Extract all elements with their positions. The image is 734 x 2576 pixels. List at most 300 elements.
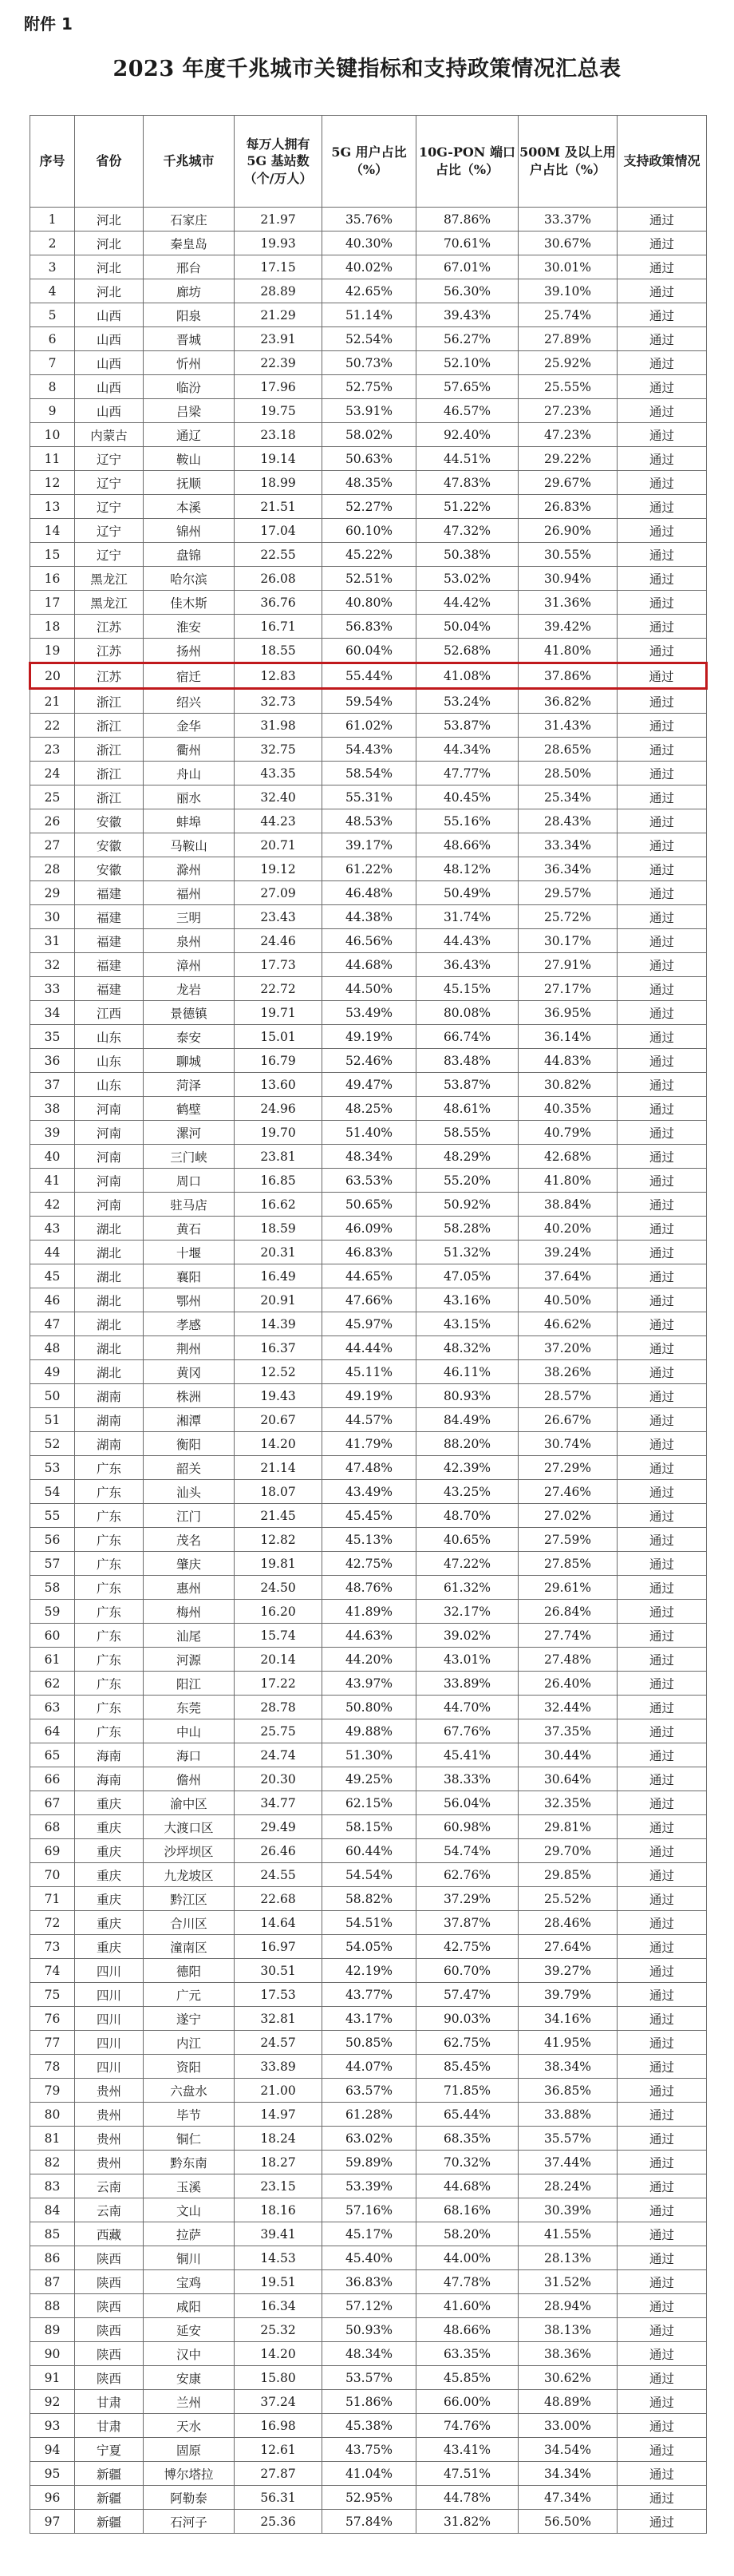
row-policy: 通过	[618, 2486, 707, 2510]
row-index: 94	[30, 2438, 75, 2462]
row-policy: 通过	[618, 1959, 707, 1983]
row-policy: 通过	[618, 2366, 707, 2390]
row-index: 68	[30, 1815, 75, 1839]
row-city: 六盘水	[144, 2079, 235, 2103]
row-city: 毕节	[144, 2103, 235, 2127]
row-province: 安徽	[75, 833, 144, 857]
row-province: 河北	[75, 255, 144, 279]
table-row	[30, 881, 707, 905]
row-500m-share: 29.85%	[519, 1863, 618, 1887]
table-row	[30, 1911, 707, 1935]
row-5g-stations: 14.53	[235, 2246, 322, 2270]
row-city: 河源	[144, 1648, 235, 1672]
row-10gpon-share: 41.08%	[416, 663, 519, 689]
row-5g-user-share: 54.05%	[322, 1935, 416, 1959]
row-5g-user-share: 43.77%	[322, 1983, 416, 2007]
row-500m-share: 27.64%	[519, 1935, 618, 1959]
row-province: 云南	[75, 2198, 144, 2222]
row-index: 82	[30, 2151, 75, 2174]
row-province: 新疆	[75, 2486, 144, 2510]
row-500m-share: 34.16%	[519, 2007, 618, 2031]
row-5g-user-share: 61.02%	[322, 714, 416, 738]
row-10gpon-share: 36.43%	[416, 953, 519, 977]
row-policy: 通过	[618, 1911, 707, 1935]
row-500m-share: 36.34%	[519, 857, 618, 881]
row-500m-share: 38.84%	[519, 1193, 618, 1217]
row-policy: 通过	[618, 1528, 707, 1552]
row-index: 8	[30, 375, 75, 399]
row-500m-share: 30.67%	[519, 231, 618, 255]
row-5g-user-share: 47.48%	[322, 1456, 416, 1480]
row-5g-stations: 25.36	[235, 2510, 322, 2534]
row-index: 53	[30, 1456, 75, 1480]
row-10gpon-share: 40.65%	[416, 1528, 519, 1552]
row-city: 江门	[144, 1504, 235, 1528]
row-province: 广东	[75, 1504, 144, 1528]
row-5g-stations: 14.64	[235, 1911, 322, 1935]
row-5g-stations: 24.57	[235, 2031, 322, 2055]
row-index: 64	[30, 1719, 75, 1743]
row-10gpon-share: 66.74%	[416, 1025, 519, 1049]
row-index: 92	[30, 2390, 75, 2414]
row-province: 黑龙江	[75, 591, 144, 615]
row-index: 17	[30, 591, 75, 615]
row-province: 四川	[75, 1959, 144, 1983]
row-5g-user-share: 53.91%	[322, 399, 416, 423]
row-500m-share: 37.20%	[519, 1336, 618, 1360]
row-policy: 通过	[618, 495, 707, 519]
row-index: 54	[30, 1480, 75, 1504]
row-10gpon-share: 38.33%	[416, 1767, 519, 1791]
row-index: 45	[30, 1264, 75, 1288]
table-row	[30, 1959, 707, 1983]
row-province: 重庆	[75, 1911, 144, 1935]
row-10gpon-share: 56.30%	[416, 279, 519, 303]
row-province: 陕西	[75, 2294, 144, 2318]
row-policy: 通过	[618, 2222, 707, 2246]
row-5g-stations: 24.46	[235, 929, 322, 953]
row-city: 儋州	[144, 1767, 235, 1791]
table-row	[30, 1217, 707, 1241]
table-row	[30, 833, 707, 857]
row-policy: 通过	[618, 375, 707, 399]
table-row-highlighted	[30, 663, 707, 689]
row-policy: 通过	[618, 1456, 707, 1480]
row-500m-share: 30.55%	[519, 543, 618, 567]
row-policy: 通过	[618, 279, 707, 303]
table-row	[30, 1504, 707, 1528]
row-index: 72	[30, 1911, 75, 1935]
row-5g-stations: 12.52	[235, 1360, 322, 1384]
row-policy: 通过	[618, 327, 707, 351]
row-5g-stations: 28.78	[235, 1696, 322, 1719]
row-province: 湖北	[75, 1360, 144, 1384]
table-row	[30, 1121, 707, 1145]
row-city: 资阳	[144, 2055, 235, 2079]
row-index: 24	[30, 762, 75, 785]
row-500m-share: 36.95%	[519, 1001, 618, 1025]
row-policy: 通过	[618, 2055, 707, 2079]
row-10gpon-share: 46.57%	[416, 399, 519, 423]
row-city: 廊坊	[144, 279, 235, 303]
row-500m-share: 37.35%	[519, 1719, 618, 1743]
table-row	[30, 1719, 707, 1743]
row-index: 27	[30, 833, 75, 857]
row-10gpon-share: 45.41%	[416, 1743, 519, 1767]
row-5g-user-share: 45.97%	[322, 1312, 416, 1336]
row-province: 山东	[75, 1073, 144, 1097]
row-5g-stations: 17.53	[235, 1983, 322, 2007]
row-index: 34	[30, 1001, 75, 1025]
row-5g-user-share: 42.65%	[322, 279, 416, 303]
row-5g-stations: 23.15	[235, 2174, 322, 2198]
row-10gpon-share: 43.41%	[416, 2438, 519, 2462]
row-500m-share: 38.36%	[519, 2342, 618, 2366]
row-500m-share: 30.17%	[519, 929, 618, 953]
row-5g-user-share: 49.19%	[322, 1384, 416, 1408]
row-500m-share: 42.68%	[519, 1145, 618, 1169]
table-row	[30, 977, 707, 1001]
row-10gpon-share: 37.87%	[416, 1911, 519, 1935]
row-province: 江苏	[75, 615, 144, 639]
row-500m-share: 25.34%	[519, 785, 618, 809]
row-policy: 通过	[618, 543, 707, 567]
table-row	[30, 375, 707, 399]
table-row	[30, 519, 707, 543]
row-policy: 通过	[618, 785, 707, 809]
row-10gpon-share: 55.16%	[416, 809, 519, 833]
row-500m-share: 30.62%	[519, 2366, 618, 2390]
row-city: 锦州	[144, 519, 235, 543]
row-index: 65	[30, 1743, 75, 1767]
row-city: 鄂州	[144, 1288, 235, 1312]
row-500m-share: 29.81%	[519, 1815, 618, 1839]
row-5g-stations: 24.50	[235, 1576, 322, 1600]
row-5g-user-share: 46.83%	[322, 1241, 416, 1264]
row-index: 91	[30, 2366, 75, 2390]
row-policy: 通过	[618, 1264, 707, 1288]
row-policy: 通过	[618, 2151, 707, 2174]
row-province: 贵州	[75, 2127, 144, 2151]
row-500m-share: 32.35%	[519, 1791, 618, 1815]
row-10gpon-share: 44.00%	[416, 2246, 519, 2270]
table-row	[30, 2031, 707, 2055]
row-5g-user-share: 51.30%	[322, 1743, 416, 1767]
row-5g-user-share: 49.47%	[322, 1073, 416, 1097]
row-province: 江西	[75, 1001, 144, 1025]
table-row	[30, 1576, 707, 1600]
row-5g-stations: 24.74	[235, 1743, 322, 1767]
row-province: 山东	[75, 1049, 144, 1073]
row-city: 湘潭	[144, 1408, 235, 1432]
row-province: 湖南	[75, 1408, 144, 1432]
row-500m-share: 30.44%	[519, 1743, 618, 1767]
row-index: 87	[30, 2270, 75, 2294]
row-500m-share: 25.52%	[519, 1887, 618, 1911]
row-index: 14	[30, 519, 75, 543]
table-row	[30, 2414, 707, 2438]
row-5g-stations: 22.68	[235, 1887, 322, 1911]
row-5g-user-share: 48.76%	[322, 1576, 416, 1600]
row-index: 66	[30, 1767, 75, 1791]
table-row	[30, 1743, 707, 1767]
row-city: 汕头	[144, 1480, 235, 1504]
table-row	[30, 1241, 707, 1264]
table-row	[30, 1384, 707, 1408]
row-5g-user-share: 45.40%	[322, 2246, 416, 2270]
row-index: 38	[30, 1097, 75, 1121]
row-5g-stations: 12.82	[235, 1528, 322, 1552]
row-city: 秦皇岛	[144, 231, 235, 255]
header-500m-share: 500M 及以上用户占比（%）	[519, 116, 618, 208]
table-row	[30, 615, 707, 639]
row-policy: 通过	[618, 1863, 707, 1887]
table-row	[30, 543, 707, 567]
row-5g-stations: 34.77	[235, 1791, 322, 1815]
row-province: 广东	[75, 1672, 144, 1696]
row-5g-user-share: 54.54%	[322, 1863, 416, 1887]
row-index: 71	[30, 1887, 75, 1911]
row-5g-stations: 18.07	[235, 1480, 322, 1504]
row-5g-stations: 20.14	[235, 1648, 322, 1672]
row-city: 景德镇	[144, 1001, 235, 1025]
row-10gpon-share: 53.87%	[416, 714, 519, 738]
header-5g-user-share: 5G 用户占比（%）	[322, 116, 416, 208]
row-5g-stations: 22.72	[235, 977, 322, 1001]
table-row	[30, 1672, 707, 1696]
row-5g-stations: 32.73	[235, 689, 322, 714]
table-row	[30, 2366, 707, 2390]
row-5g-user-share: 46.09%	[322, 1217, 416, 1241]
row-5g-user-share: 56.83%	[322, 615, 416, 639]
row-500m-share: 41.80%	[519, 639, 618, 663]
row-500m-share: 25.74%	[519, 303, 618, 327]
row-province: 湖北	[75, 1264, 144, 1288]
row-5g-user-share: 44.20%	[322, 1648, 416, 1672]
row-city: 文山	[144, 2198, 235, 2222]
row-city: 石河子	[144, 2510, 235, 2534]
row-province: 广东	[75, 1696, 144, 1719]
table-row	[30, 2438, 707, 2462]
row-policy: 通过	[618, 1719, 707, 1743]
row-index: 67	[30, 1791, 75, 1815]
row-policy: 通过	[618, 2390, 707, 2414]
row-policy: 通过	[618, 714, 707, 738]
row-5g-stations: 25.32	[235, 2318, 322, 2342]
row-policy: 通过	[618, 471, 707, 495]
row-5g-user-share: 48.25%	[322, 1097, 416, 1121]
row-province: 甘肃	[75, 2390, 144, 2414]
row-500m-share: 33.88%	[519, 2103, 618, 2127]
table-row	[30, 2486, 707, 2510]
row-500m-share: 37.86%	[519, 663, 618, 689]
row-5g-stations: 18.55	[235, 639, 322, 663]
row-5g-user-share: 60.10%	[322, 519, 416, 543]
row-city: 兰州	[144, 2390, 235, 2414]
row-city: 惠州	[144, 1576, 235, 1600]
row-5g-stations: 33.89	[235, 2055, 322, 2079]
header-city: 千兆城市	[144, 116, 235, 208]
row-index: 7	[30, 351, 75, 375]
row-city: 汉中	[144, 2342, 235, 2366]
row-city: 菏泽	[144, 1073, 235, 1097]
row-policy: 通过	[618, 231, 707, 255]
row-5g-user-share: 46.56%	[322, 929, 416, 953]
row-10gpon-share: 48.12%	[416, 857, 519, 881]
row-5g-user-share: 51.40%	[322, 1121, 416, 1145]
row-policy: 通过	[618, 447, 707, 471]
row-500m-share: 29.70%	[519, 1839, 618, 1863]
row-index: 29	[30, 881, 75, 905]
row-5g-stations: 14.97	[235, 2103, 322, 2127]
row-500m-share: 30.64%	[519, 1767, 618, 1791]
row-5g-user-share: 63.53%	[322, 1169, 416, 1193]
row-index: 61	[30, 1648, 75, 1672]
table-row	[30, 2198, 707, 2222]
row-city: 大渡口区	[144, 1815, 235, 1839]
row-city: 沙坪坝区	[144, 1839, 235, 1863]
row-5g-stations: 32.40	[235, 785, 322, 809]
row-index: 2	[30, 231, 75, 255]
row-policy: 通过	[618, 953, 707, 977]
row-10gpon-share: 92.40%	[416, 423, 519, 447]
row-5g-user-share: 41.89%	[322, 1600, 416, 1624]
row-city: 渝中区	[144, 1791, 235, 1815]
row-500m-share: 39.79%	[519, 1983, 618, 2007]
row-index: 28	[30, 857, 75, 881]
row-province: 辽宁	[75, 471, 144, 495]
row-10gpon-share: 85.45%	[416, 2055, 519, 2079]
attachment-label: 附件 1	[24, 14, 73, 34]
row-index: 47	[30, 1312, 75, 1336]
row-province: 湖北	[75, 1312, 144, 1336]
row-province: 广东	[75, 1600, 144, 1624]
row-5g-user-share: 59.89%	[322, 2151, 416, 2174]
row-policy: 通过	[618, 399, 707, 423]
row-index: 44	[30, 1241, 75, 1264]
row-index: 73	[30, 1935, 75, 1959]
row-policy: 通过	[618, 689, 707, 714]
row-5g-user-share: 44.07%	[322, 2055, 416, 2079]
row-5g-stations: 12.61	[235, 2438, 322, 2462]
row-city: 韶关	[144, 1456, 235, 1480]
row-10gpon-share: 44.34%	[416, 738, 519, 762]
row-10gpon-share: 60.70%	[416, 1959, 519, 1983]
row-index: 36	[30, 1049, 75, 1073]
row-500m-share: 28.24%	[519, 2174, 618, 2198]
row-5g-user-share: 44.68%	[322, 953, 416, 977]
row-500m-share: 31.43%	[519, 714, 618, 738]
table-row	[30, 2246, 707, 2270]
row-5g-user-share: 50.63%	[322, 447, 416, 471]
row-10gpon-share: 44.51%	[416, 447, 519, 471]
table-row	[30, 1815, 707, 1839]
row-10gpon-share: 83.48%	[416, 1049, 519, 1073]
row-5g-stations: 20.31	[235, 1241, 322, 1264]
row-index: 11	[30, 447, 75, 471]
table-row	[30, 303, 707, 327]
row-5g-stations: 30.51	[235, 1959, 322, 1983]
row-policy: 通过	[618, 1312, 707, 1336]
row-index: 50	[30, 1384, 75, 1408]
row-city: 本溪	[144, 495, 235, 519]
row-city: 滁州	[144, 857, 235, 881]
row-500m-share: 27.59%	[519, 1528, 618, 1552]
row-province: 河北	[75, 208, 144, 231]
row-city: 合川区	[144, 1911, 235, 1935]
row-city: 盘锦	[144, 543, 235, 567]
row-5g-user-share: 49.19%	[322, 1025, 416, 1049]
row-5g-user-share: 40.80%	[322, 591, 416, 615]
row-province: 福建	[75, 881, 144, 905]
row-index: 96	[30, 2486, 75, 2510]
row-policy: 通过	[618, 857, 707, 881]
row-500m-share: 33.34%	[519, 833, 618, 857]
row-city: 固原	[144, 2438, 235, 2462]
row-province: 四川	[75, 2031, 144, 2055]
row-city: 扬州	[144, 639, 235, 663]
row-5g-stations: 18.16	[235, 2198, 322, 2222]
row-index: 10	[30, 423, 75, 447]
row-5g-user-share: 52.27%	[322, 495, 416, 519]
row-province: 浙江	[75, 762, 144, 785]
row-province: 四川	[75, 2007, 144, 2031]
row-5g-stations: 19.12	[235, 857, 322, 881]
row-10gpon-share: 50.92%	[416, 1193, 519, 1217]
row-city: 驻马店	[144, 1193, 235, 1217]
row-index: 48	[30, 1336, 75, 1360]
row-5g-user-share: 45.38%	[322, 2414, 416, 2438]
row-5g-user-share: 39.17%	[322, 833, 416, 857]
row-500m-share: 33.00%	[519, 2414, 618, 2438]
row-10gpon-share: 70.32%	[416, 2151, 519, 2174]
row-10gpon-share: 47.83%	[416, 471, 519, 495]
row-province: 江苏	[75, 639, 144, 663]
row-policy: 通过	[618, 1672, 707, 1696]
row-policy: 通过	[618, 1624, 707, 1648]
table-row	[30, 1145, 707, 1169]
table-row	[30, 2151, 707, 2174]
row-policy: 通过	[618, 1576, 707, 1600]
row-5g-user-share: 44.63%	[322, 1624, 416, 1648]
row-policy: 通过	[618, 1025, 707, 1049]
row-10gpon-share: 44.70%	[416, 1696, 519, 1719]
row-500m-share: 39.42%	[519, 615, 618, 639]
row-policy: 通过	[618, 1217, 707, 1241]
row-500m-share: 26.40%	[519, 1672, 618, 1696]
row-city: 铜川	[144, 2246, 235, 2270]
row-index: 93	[30, 2414, 75, 2438]
row-5g-stations: 27.09	[235, 881, 322, 905]
row-province: 贵州	[75, 2151, 144, 2174]
row-city: 中山	[144, 1719, 235, 1743]
row-index: 76	[30, 2007, 75, 2031]
row-10gpon-share: 47.32%	[416, 519, 519, 543]
row-policy: 通过	[618, 1145, 707, 1169]
row-province: 陕西	[75, 2270, 144, 2294]
row-city: 海口	[144, 1743, 235, 1767]
row-policy: 通过	[618, 905, 707, 929]
row-policy: 通过	[618, 833, 707, 857]
row-5g-stations: 22.39	[235, 351, 322, 375]
row-10gpon-share: 52.68%	[416, 639, 519, 663]
row-province: 山东	[75, 1025, 144, 1049]
row-5g-stations: 25.75	[235, 1719, 322, 1743]
row-5g-stations: 20.91	[235, 1288, 322, 1312]
row-province: 广东	[75, 1552, 144, 1576]
row-500m-share: 41.55%	[519, 2222, 618, 2246]
row-5g-user-share: 49.88%	[322, 1719, 416, 1743]
